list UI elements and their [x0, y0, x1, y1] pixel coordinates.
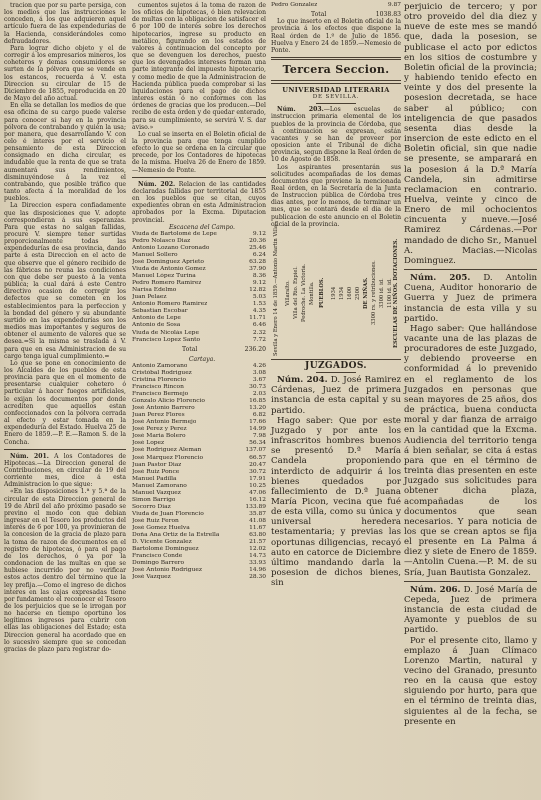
- row-value: 133.89: [245, 503, 266, 510]
- row-name: Francisco Lopez Santo: [132, 336, 201, 343]
- table-row: [132, 419, 266, 426]
- column-1: [4, 2, 126, 653]
- notice-text: Relacion de las cantidades declaradas fallidas por territorial de 1855 en los pueblos que se citan, cuyos expedientes obran en esta Administracion aprobados por la Excma. Diputacion provincial.: [132, 180, 267, 224]
- table-row: [132, 440, 266, 447]
- total-row: [271, 11, 401, 18]
- row-value: 33.93: [249, 560, 266, 567]
- row-value: 21.57: [249, 539, 266, 546]
- table-row: [132, 483, 266, 490]
- row-value: 12.02: [249, 546, 266, 553]
- row-value: 14.96: [249, 567, 266, 574]
- row-name: Gonzalo Alicio Florencio: [132, 398, 205, 405]
- table-row: [132, 511, 266, 518]
- paragraph: tracion que por su parte persiga, con los medios que las instrucciones le conceden, á los que adquieren aquel artículo fuera de las expendedurías de la Hacienda, considerándoles como defraudadores.: [4, 2, 126, 45]
- table-cell: Villaralto.: [285, 280, 291, 306]
- row-value: 2.03: [252, 391, 266, 398]
- table-row: [132, 398, 266, 405]
- column-2: [132, 2, 266, 581]
- row-name: José Rodriguez Aleman: [132, 447, 202, 454]
- table-row: [132, 322, 266, 329]
- row-value: 30.73: [249, 384, 266, 391]
- row-name: José Gomez Huelva: [132, 524, 190, 531]
- notice-text: —Los escuelas de instruccion primaria elemental de los pueblos de la provincia de Córdoba, que á continuacion se expresan, están vacantes y se han de proveer por oposicion ante el Tribunal de dicha provincia, segun dispone la Real órden de 10 de Agosto de 1858.: [271, 106, 401, 164]
- table-row: [132, 546, 266, 553]
- table-row: [132, 315, 266, 322]
- row-name: Manuel López Turina: [132, 273, 196, 280]
- table-row: [271, 2, 401, 9]
- row-value: 14.73: [249, 553, 266, 560]
- paragraph: Para lograr dicho objeto y el de corregir á los empresarios mineros, los coheteros y demas consumidores se surten de la pólvora que se vende en los estancos, recuerda á V. esta Direccion su circular de 15 de Diciembre de 1855, reproducida en 20 de Mayo del año actual.: [4, 44, 126, 103]
- table-row: [132, 412, 266, 419]
- row-value: 6.82: [252, 412, 266, 419]
- row-name: José Márquez Florencio: [132, 454, 204, 461]
- row-name: Viuda de Nicolás Lepe: [132, 329, 199, 336]
- notice-203: [271, 106, 401, 163]
- row-name: Antonio Zamorano: [132, 362, 188, 369]
- table-row: [132, 455, 266, 462]
- row-name: José Antonio Bermejo: [132, 419, 197, 426]
- table-row: [132, 238, 266, 245]
- double-divider: [271, 57, 401, 61]
- row-value: 3.08: [252, 369, 266, 376]
- table-row: [132, 245, 266, 252]
- row-name: José Antonio Barrero: [132, 405, 195, 412]
- table-row: [132, 384, 266, 391]
- notice-number: Núm. 202.: [138, 180, 176, 188]
- paragraph: Hago saber: Que hallándose vacante una de las plazas de procuradores de este Juzgado, y debiendo proveerse en conformidad á lo prevenido en el reglamento de los Juzgados en personas que sean mayores de 25 años, dos de práctica, buena conducta moral y dar fianza de arraigo en la cantidad que la Excma. Audiencia del territorio tenga á bien señalar, se cita á estas para que en el término de treinta dias presenten en este Juzgado sus solicitudes para obtener dicha plaza, acompañadas de los documentos que sean necesarios. Y para noticia de los que se crean aptos se fija el presente en La Palma á diez y siete de Enero de 1859. —Antolin Cuena.—P. M. de su Sría, Juan Bautista Gonzalez.: [404, 323, 537, 578]
- total-value: 1038.83: [375, 11, 401, 19]
- row-value: 20.36: [249, 237, 266, 244]
- row-value: 35.87: [249, 510, 266, 517]
- table-header: PUEBLOS.: [319, 277, 325, 309]
- table-row: [132, 301, 266, 308]
- debtor-list-escacena: [132, 231, 266, 344]
- row-name: José Maria Bolero: [132, 433, 186, 440]
- table-row: [132, 252, 266, 259]
- row-name: Antonio Lozano Coronado: [132, 244, 210, 251]
- row-name: José Vazquez: [132, 574, 171, 581]
- row-value: 4.26: [252, 362, 266, 369]
- total-value: 236.20: [244, 345, 266, 353]
- paragraph: Lo que inserto en el Boletin oficial de la provincia á los efectos que dispone la Real órden de 1.º de Julio de 1856. Huelva y Enero 24 de 1859.—Nemesio de Ponte.: [271, 18, 401, 54]
- row-value: 30.72: [249, 468, 266, 475]
- row-value: 10.25: [249, 482, 266, 489]
- total-label: Total: [182, 345, 198, 353]
- row-name: Viuda de Antonio Gomez: [132, 266, 206, 273]
- row-name: Antonio Romero Ramirez: [132, 301, 208, 308]
- table-row: [132, 273, 266, 280]
- row-name: Pedro Nolasco Diaz: [132, 237, 191, 244]
- notice-number: Núm. 206.: [410, 584, 461, 595]
- institution-subtitle: DE SEVILLA.: [312, 94, 360, 101]
- section-heading: JUZGADOS.: [305, 360, 367, 371]
- row-name: Sebastian Escobar: [132, 308, 188, 315]
- row-name: Juan Pastor Diaz: [132, 461, 182, 468]
- notice-number: Núm. 201.: [10, 452, 49, 460]
- row-value: 37.90: [249, 266, 266, 273]
- row-name: Manuel Vazquez: [132, 489, 181, 496]
- paragraph: perjuicio de tercero; y por otro proveido del dia diez y nueve de este mes se mandó que, dada la posesion, se publicase el acto por edictos en los sitios de costumbre y Boletin oficial de la provincia; y habiendo tenido efecto en veinte y dos del presente la posesion decretada, se hace saber al público; con inteligencia de que pasados sesenta dias desde la insercion de este edicto en el Boletin oficial, sin que nadie se presente, se amparará en la posesion á la D.ª María Candela, sin admitirse reclamacion en contrario. Huelva, veinte y cinco de Enero de mil ochocientos cincuenta y nueve.—José Ramirez Cárdenas.—Por mandado de dicho Sr., Manuel A. Macias.—Nicolas Dominguez.: [404, 2, 537, 266]
- row-name: José Antonio Rodriguez: [132, 567, 202, 574]
- table-cell: 2500: [355, 286, 361, 300]
- table-row: [132, 574, 266, 581]
- divider: [404, 581, 537, 582]
- table-cell: Villa del Rio. Espiel.: [293, 266, 299, 320]
- table-cell: 1934: [331, 286, 337, 300]
- row-name: Domingo Barrero: [132, 560, 185, 567]
- table-row: [132, 280, 266, 287]
- table-row: [132, 363, 266, 370]
- table-row: [132, 294, 266, 301]
- row-value: 66.57: [249, 454, 266, 461]
- row-value: 6.46: [252, 322, 266, 329]
- table-row: [132, 433, 266, 440]
- total-label: Total: [311, 11, 327, 19]
- row-value: 17.66: [249, 419, 266, 426]
- table-row: [132, 405, 266, 412]
- table-row: [132, 539, 266, 546]
- notice-205: [404, 273, 537, 324]
- row-name: José Ruiz Ponce: [132, 468, 180, 475]
- row-value: 7.72: [252, 336, 266, 343]
- double-divider: [271, 80, 401, 84]
- table-cell: 1100 id. id.: [387, 278, 393, 308]
- table-cell: 3300 id. id.: [379, 278, 385, 308]
- row-value: 25.46: [249, 244, 266, 251]
- row-name: Doña Ana Ortiz de la Estrella: [132, 532, 220, 539]
- table-row: [132, 370, 266, 377]
- table-row: [132, 490, 266, 497]
- row-name: D. Vicente Gonzalez: [132, 539, 192, 546]
- notice-number: Núm. 204.: [277, 375, 328, 386]
- table-row: [132, 560, 266, 567]
- debtor-list-cartaya: [132, 363, 266, 581]
- paragraph: cumentos sujetos á la toma de razon de los oficios de hipotecas, ó bien relevacion de multas con la obligacion de satisfacer el 6 por 100 de interés sobre los derechos hipotecarios, ingrese su producto en metálico, figurando en los estados de valores á continuacion del concepto por que se devenguen los derechos, puesto que los devengados intereses forman una parte integrante del impuesto hipotecario, y como medio de que la Administracion de Hacienda pública pueda comprobar si las liquidaciones para el pago de dichos interes están ó no conformes con las órdenes de gracias que los producen.—Del recibo de esta órden y de quedar enterado, para su cumplimiento, se servirá V. S. dar aviso.»: [132, 2, 266, 131]
- pueblo-heading: Escacena del Campo.: [168, 223, 235, 231]
- row-name: Francisco Bermejo: [132, 391, 189, 398]
- row-value: 16.85: [249, 398, 266, 405]
- paragraph: Por el presente cito, llamo y emplazo á Juan Clímaco Lorenzo Martin, natural y vecino del Granado, presunto reo en la causa que estoy siguiendo por hurto, para que en el término de treinta dias, siguientes al de la fecha, se presente en: [404, 635, 537, 727]
- paragraph: Los aspirantes presentarán sus solicitudes acompañadas de los demas documentos que previene la mencionada Real órden, en la Secretaría de la Junta de Instruccion pública de Córdoba tres dias antes, por lo menos, de terminar un mes, que se contará desde el dia de la publicacion de este anuncio en el Boletin oficial de la provincia.: [271, 163, 401, 228]
- row-name: Socorro Diaz: [132, 503, 171, 510]
- notice-206: [404, 585, 537, 636]
- notice-204: [271, 375, 401, 416]
- row-value: 11.67: [249, 524, 266, 531]
- column-4: [404, 2, 537, 727]
- row-value: 137.07: [245, 447, 266, 454]
- row-value: 16.12: [249, 496, 266, 503]
- row-name: Simon Barrigo: [132, 496, 176, 503]
- table-row: [132, 525, 266, 532]
- row-name: José Lopez: [132, 440, 165, 447]
- table-cell: 1600: [347, 286, 353, 300]
- row-value: 20.47: [249, 461, 266, 468]
- row-name: Pedro Gonzalez: [271, 2, 318, 8]
- table-row: [132, 567, 266, 574]
- row-value: 9.12: [252, 230, 266, 237]
- notice-202: [132, 181, 266, 224]
- table-row: [132, 330, 266, 337]
- table-row: [132, 287, 266, 294]
- notice-text: D. Antolin Cuena, Auditor honorario de Guerra y Juez de primera instancia de esta villa y su partido.: [404, 273, 537, 324]
- row-value: 63.28: [249, 259, 266, 266]
- table-row: [132, 553, 266, 560]
- row-value: 13.20: [249, 405, 266, 412]
- table-row: [132, 497, 266, 504]
- divider: [271, 359, 401, 360]
- table-row: [132, 462, 266, 469]
- row-value: 63.80: [249, 532, 266, 539]
- divider: [316, 103, 356, 104]
- row-name: Cristina Florencio: [132, 377, 187, 383]
- table-row: [132, 231, 266, 238]
- row-value: 9.12: [252, 280, 266, 287]
- table-row: [132, 426, 266, 433]
- row-name: Francisco Rincon: [132, 384, 184, 391]
- paragraph: Lo que se pone en conocimiento de los Alcaldes de los pueblos de esta provincia para que en el momento de presentarse cualquier cohetero ó particular á hacer fuegos artificiales, le exijan los documentos por donde acrediten que aquellos estan confeccionados con la pólvora cerrada al efecto y estar tomada en la expendeduría del Estado. Huelva 25 de Enero de 1859.—P. E.—Ramon S. de la Concha.: [4, 359, 126, 446]
- paragraph: Lo cual se inserta en el Boletin oficial de la provincia para que tenga cumplido efecto lo que se ordena en la circular que precede, por los Contadores de hipotecas de la misma. Huelva 26 de Enero de 1859.—Nemesio de Ponte.: [132, 130, 266, 174]
- row-name: Juan Pelaez: [132, 294, 167, 301]
- row-value: 41.08: [249, 517, 266, 524]
- paragraph: «En las disposiciones 1.ª y 5.ª de la circular de esta Direccion general de 19 de Abril del año próximo pasado se previno el modo con que debian ingresar en el Tesoro los productos del interés de 6 por 100, ya provinieran de la concesion de la gracia de plazo para la toma de razon de documentos en el registro de hipotecas, ó para el pago de los derechos, ó ya por la condonacion de las multas en que se hubiese incurrido por no verificar estos actos dentro del término que la ley prefija.—Como el ingreso de dichos interes en las cajas expresadas tiene por fundamento el reconocer el Tesoro de los perjuicios que se le irrogan por no hacerse en tiempo oportuno los legítimos ingresos para cubrir con ellas las obligaciones del Estado; esta Direccion general ha acordado que en lo sucesivo siempre que se concedan gracias de plazo para registrar do-: [4, 488, 126, 653]
- row-name: Narisa Edelmo: [132, 287, 177, 294]
- row-name: Manuel Zamorano: [132, 482, 187, 489]
- table-row: [132, 518, 266, 525]
- row-name: Cristóbal Rodriguez: [132, 369, 192, 376]
- row-value: 56.34: [249, 440, 266, 447]
- notice-text: D. José Ramirez Cárdenas, Juez de primera instancia de esta capital y su partido.: [271, 375, 401, 416]
- divider: [4, 449, 126, 450]
- table-row: [132, 266, 266, 273]
- notice-number: Núm. 205.: [410, 273, 471, 284]
- notice-text: D. José María de Cepeda, Juez de primera instancia de esta ciudad de Ayamonte y pueblos de su partido.: [404, 584, 537, 636]
- column-3: [271, 2, 401, 588]
- divider: [132, 177, 266, 178]
- row-name: José Perez y Perez: [132, 426, 187, 433]
- row-value: 6.24: [252, 251, 266, 258]
- row-name: Francisco Conde: [132, 553, 183, 560]
- table-row: [132, 447, 266, 454]
- row-name: Manuel Sollero: [132, 251, 178, 258]
- paragraph: En ella se detallan los medios de que esa oficina de su cargo puede valerse para conocer si hay en la provincia pólvora de contrabando y quién la usa; por manera, que desarrollando V. con celo é interes por el servicio el pensamiento de esta Direccion consignado en dicha circular, es indudable que la renta de que se trata aumentará sus rendimientos, disminuyéndose á la vez el contrabando, que posible tráfico que tanto afecta á la moralidad de los pueblos.: [4, 102, 126, 203]
- divider: [316, 372, 356, 373]
- table-row: [132, 504, 266, 511]
- row-name: Bartolomé Dominguez: [132, 546, 199, 553]
- notice-number: Núm. 203.: [277, 106, 324, 114]
- row-value: 12.82: [249, 287, 266, 294]
- schools-table: [271, 223, 401, 356]
- row-name: Juan Perez Flores: [132, 412, 185, 419]
- total-row: [132, 346, 266, 353]
- table-row: [132, 476, 266, 483]
- row-value: 14.99: [249, 426, 266, 433]
- row-value: 3.67: [252, 377, 266, 383]
- row-name: Antonio de Lepe: [132, 315, 181, 322]
- row-name: José Dominguez Aprieto: [132, 259, 204, 266]
- row-value: 4.35: [252, 308, 266, 315]
- row-value: 2.32: [252, 329, 266, 336]
- table-row: [132, 337, 266, 344]
- table-cell: Sevilla y Enero 14 de 1859.—Antonio Martin Villa.: [273, 223, 279, 356]
- row-name: Manuel Padilla: [132, 475, 177, 482]
- row-value: 5.03: [252, 294, 266, 301]
- row-name: Pedro Romero Ramirez: [132, 280, 202, 287]
- row-value: 7.98: [252, 433, 266, 440]
- divider: [404, 269, 537, 270]
- table-header: ESCUELAS DE NIÑOS. DOTACIONES.: [393, 238, 399, 348]
- row-value: 17.91: [249, 475, 266, 482]
- table-row: [132, 377, 266, 384]
- row-value: 47.06: [249, 489, 266, 496]
- row-value: 8.36: [252, 273, 266, 280]
- institution-title: UNIVERSIDAD LITERARIA: [282, 85, 390, 94]
- table-cell: Montilla.: [309, 281, 315, 305]
- paragraph: Hago saber: Que por este Juzgado y por ante los infrascritos hombres buenos se presentó D.ª María Candela proponiendo interdicto de adquirir á los bienes quedados por fallecimiento de D.ª Juana María Picon, vecina que fué de esta villa, como su única y universal heredera testamentaria; y previas las oportunas diligencias, recayó auto en catorce de Diciembre último mandando darla la posesion de dichos bienes, sin: [271, 415, 401, 589]
- row-value: 11.71: [249, 315, 266, 322]
- row-name: Viuda de Bartolomé de Lepe: [132, 230, 217, 237]
- table-row: [132, 308, 266, 315]
- row-name: José Ruiz Feron: [132, 517, 179, 524]
- section-title: Tercera Seccion.: [282, 63, 390, 77]
- paragraph: La Direccion espera confiadamente que las disposiciones que V. adopte correspondieran á sus esperanzas. Para que estas no salgan fallidas, procure V. siempre tener surtidas proporcionalmente todas las expendedurías de esa provincia, dando parte á esta Direccion en el acto de que observe que el género recibido de las fábricas no reuna las condiciones con que debe ser puesto á la venta pública; la cual dará á este Centro directivo ocasion de corregir los defectos que se cometen en los establecimientos para la perfeccion y la bondad del género y su abundante surtido en las expendedurías son los medios mas importantes y seguros de obtener el aumento de valores que se desea.=Si la misma se traslada á V. para que en esa Administracion de su cargo tenga igual cumplimiento.=: [4, 202, 126, 360]
- table-row: [132, 391, 266, 398]
- table-row: [132, 532, 266, 539]
- pueblo-heading: Cartaya.: [188, 355, 216, 363]
- table-row: [132, 469, 266, 476]
- table-row: [132, 259, 266, 266]
- row-value: 28.30: [249, 574, 266, 581]
- table-header: DE NIÑAS.: [363, 277, 369, 309]
- row-value: 1.53: [252, 301, 266, 308]
- notice-201: [4, 453, 126, 489]
- row-name: Antonio de Sosa: [132, 322, 181, 329]
- table-cell: Pedroche. La Victoria.: [301, 263, 307, 323]
- table-cell: 1934: [339, 286, 345, 300]
- row-name: Viuda de Juan Florencio: [132, 510, 204, 517]
- notice-text: A los Contadores de Hipotecas.—La Direccion general de Contribuciones, en circular de 19 del corriente mes, dice á esta Administracion lo que sigue:: [4, 452, 126, 489]
- table-cell: 3300 rs. y retribuciones.: [371, 260, 377, 326]
- row-value: 9.87: [387, 2, 401, 8]
